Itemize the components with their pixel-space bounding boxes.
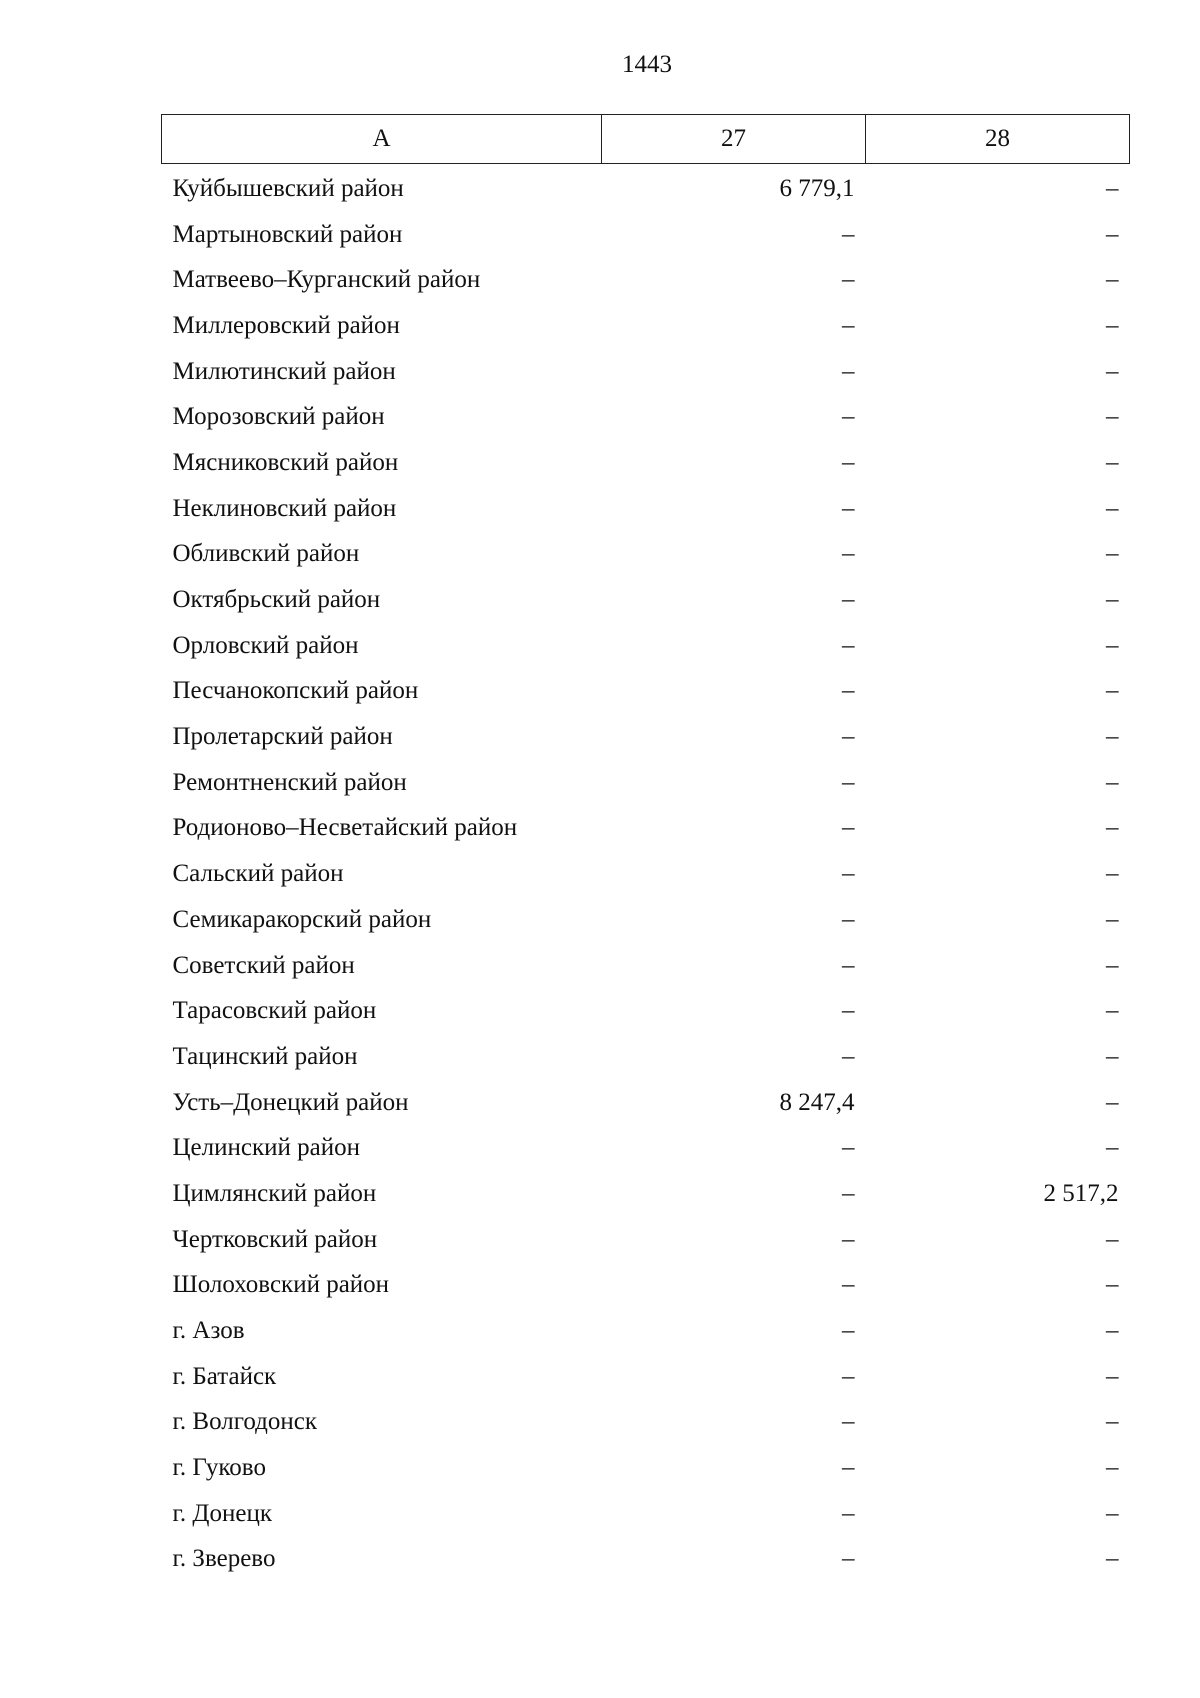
row-value-27-cell: – bbox=[842, 1134, 855, 1162]
row-value-27-cell: – bbox=[842, 1454, 855, 1482]
header-cell-27: 27 bbox=[602, 115, 866, 164]
row-value-28-cell: – bbox=[1106, 311, 1119, 339]
page-number: 1443 bbox=[622, 51, 672, 78]
row-value-28-cell: – bbox=[1106, 1499, 1119, 1527]
row-value-28-cell: – bbox=[1106, 1362, 1119, 1390]
row-value-27-cell: – bbox=[842, 1499, 855, 1527]
row-value-27-cell: – bbox=[842, 586, 855, 614]
row-value-27-cell: – bbox=[842, 1408, 855, 1436]
table-row bbox=[162, 897, 1130, 943]
row-name-cell: Мартыновский район bbox=[172, 220, 403, 248]
row-value-27-cell: – bbox=[842, 1225, 855, 1253]
row-value-27-cell: – bbox=[842, 951, 855, 979]
row-value-28-cell: – bbox=[1106, 1317, 1119, 1345]
row-value-28-cell: – bbox=[1106, 768, 1119, 796]
row-value-28-cell: – bbox=[1106, 814, 1119, 842]
row-value-27-cell: – bbox=[842, 1362, 855, 1390]
table-row bbox=[162, 1034, 1130, 1080]
table-row bbox=[162, 851, 1130, 897]
table-row bbox=[162, 1491, 1130, 1537]
table-row bbox=[162, 349, 1130, 395]
table-row bbox=[162, 303, 1130, 349]
table-body bbox=[162, 164, 1130, 1583]
table-row bbox=[162, 760, 1130, 806]
table-row bbox=[162, 714, 1130, 760]
row-value-28-cell: – bbox=[1106, 631, 1119, 659]
row-value-28-cell: 2 517,2 bbox=[1043, 1179, 1119, 1207]
table-row bbox=[162, 669, 1130, 715]
table-row bbox=[162, 1308, 1130, 1354]
row-value-28-cell: – bbox=[1106, 723, 1119, 751]
row-value-28-cell: – bbox=[1106, 1225, 1119, 1253]
row-name-cell: Обливский район bbox=[172, 540, 360, 568]
row-name-cell: Цимлянский район bbox=[172, 1179, 377, 1207]
row-value-27-cell: – bbox=[842, 494, 855, 522]
table-row bbox=[162, 257, 1130, 303]
row-name-cell: Октябрьский район bbox=[172, 586, 381, 614]
row-name-cell: г. Зверево bbox=[172, 1545, 276, 1573]
row-value-27-cell: – bbox=[842, 631, 855, 659]
row-name-cell: Матвеево–Курганский район bbox=[172, 266, 481, 294]
row-value-27-cell: – bbox=[842, 860, 855, 888]
row-value-28-cell: – bbox=[1106, 540, 1119, 568]
table-row bbox=[162, 1125, 1130, 1171]
row-name-cell: Советский район bbox=[172, 951, 355, 979]
row-value-27-cell: – bbox=[842, 540, 855, 568]
table-row bbox=[162, 1400, 1130, 1446]
row-value-28-cell: – bbox=[1106, 1271, 1119, 1299]
row-value-28-cell: – bbox=[1106, 586, 1119, 614]
row-name-cell: Ремонтненский район bbox=[172, 768, 407, 796]
row-value-27-cell: 6 779,1 bbox=[779, 174, 855, 202]
row-name-cell: г. Волгодонск bbox=[172, 1408, 318, 1436]
header-cell-28: 28 bbox=[866, 115, 1130, 164]
table-row bbox=[162, 1080, 1130, 1126]
table-row bbox=[162, 577, 1130, 623]
row-value-28-cell: – bbox=[1106, 357, 1119, 385]
row-value-27-cell: – bbox=[842, 403, 855, 431]
row-value-27-cell: 8 247,4 bbox=[779, 1088, 855, 1116]
row-value-28-cell: – bbox=[1106, 951, 1119, 979]
row-value-27-cell: – bbox=[842, 1042, 855, 1070]
row-value-27-cell: – bbox=[842, 448, 855, 476]
table-row bbox=[162, 1354, 1130, 1400]
table-row bbox=[162, 1445, 1130, 1491]
row-value-28-cell: – bbox=[1106, 1088, 1119, 1116]
row-value-27-cell: – bbox=[842, 1317, 855, 1345]
row-value-28-cell: – bbox=[1106, 220, 1119, 248]
row-name-cell: Миллеровский район bbox=[172, 311, 400, 339]
row-value-28-cell: – bbox=[1106, 1408, 1119, 1436]
row-name-cell: Шолоховский район bbox=[172, 1271, 390, 1299]
row-value-27-cell: – bbox=[842, 723, 855, 751]
row-value-27-cell: – bbox=[842, 1271, 855, 1299]
row-name-cell: Неклиновский район bbox=[172, 494, 397, 522]
row-name-cell: г. Донецк bbox=[172, 1499, 272, 1527]
row-value-27-cell: – bbox=[842, 677, 855, 705]
table-row bbox=[162, 212, 1130, 258]
row-value-27-cell: – bbox=[842, 311, 855, 339]
row-value-28-cell: – bbox=[1106, 403, 1119, 431]
table-row bbox=[162, 1537, 1130, 1583]
row-value-28-cell: – bbox=[1106, 677, 1119, 705]
row-value-27-cell: – bbox=[842, 220, 855, 248]
row-name-cell: Мясниковский район bbox=[172, 448, 399, 476]
table-row bbox=[162, 164, 1130, 212]
table-row bbox=[162, 1263, 1130, 1309]
table-row bbox=[162, 988, 1130, 1034]
row-name-cell: Сальский район bbox=[172, 860, 344, 888]
header-cell-a: А bbox=[162, 115, 602, 164]
row-name-cell: г. Азов bbox=[172, 1317, 245, 1345]
row-name-cell: г. Батайск bbox=[172, 1362, 277, 1390]
row-name-cell: Пролетарский район bbox=[172, 723, 393, 751]
row-name-cell: Песчанокопский район bbox=[172, 677, 419, 705]
row-name-cell: Орловский район bbox=[172, 631, 359, 659]
table-row bbox=[162, 806, 1130, 852]
row-value-27-cell: – bbox=[842, 814, 855, 842]
row-name-cell: Тацинский район bbox=[172, 1042, 358, 1070]
header-row bbox=[162, 115, 1130, 164]
data-table bbox=[161, 114, 1130, 1582]
table-row bbox=[162, 486, 1130, 532]
row-value-28-cell: – bbox=[1106, 1545, 1119, 1573]
row-name-cell: Чертковский район bbox=[172, 1225, 378, 1253]
row-name-cell: Куйбышевский район bbox=[172, 174, 404, 202]
row-value-27-cell: – bbox=[842, 266, 855, 294]
table-row bbox=[162, 623, 1130, 669]
row-name-cell: г. Гуково bbox=[172, 1454, 266, 1482]
row-value-28-cell: – bbox=[1106, 905, 1119, 933]
row-name-cell: Родионово–Несветайский район bbox=[172, 814, 518, 842]
row-value-28-cell: – bbox=[1106, 1454, 1119, 1482]
row-value-27-cell: – bbox=[842, 1179, 855, 1207]
row-value-28-cell: – bbox=[1106, 1042, 1119, 1070]
row-name-cell: Усть–Донецкий район bbox=[172, 1088, 409, 1116]
row-name-cell: Морозовский район bbox=[172, 403, 385, 431]
row-name-cell: Милютинский район bbox=[172, 357, 396, 385]
row-value-28-cell: – bbox=[1106, 997, 1119, 1025]
table-row bbox=[162, 943, 1130, 989]
table-row bbox=[162, 394, 1130, 440]
table-row bbox=[162, 532, 1130, 578]
table-header bbox=[162, 115, 1130, 164]
row-name-cell: Семикаракорский район bbox=[172, 905, 432, 933]
table-row bbox=[162, 1171, 1130, 1217]
row-value-27-cell: – bbox=[842, 357, 855, 385]
row-value-28-cell: – bbox=[1106, 1134, 1119, 1162]
row-value-27-cell: – bbox=[842, 997, 855, 1025]
row-value-28-cell: – bbox=[1106, 494, 1119, 522]
row-value-27-cell: – bbox=[842, 905, 855, 933]
row-value-27-cell: – bbox=[842, 768, 855, 796]
row-value-28-cell: – bbox=[1106, 448, 1119, 476]
row-value-28-cell: – bbox=[1106, 174, 1119, 202]
row-name-cell: Тарасовский район bbox=[172, 997, 377, 1025]
row-name-cell: Целинский район bbox=[172, 1134, 360, 1162]
row-value-28-cell: – bbox=[1106, 860, 1119, 888]
table-row bbox=[162, 1217, 1130, 1263]
row-value-28-cell: – bbox=[1106, 266, 1119, 294]
row-value-27-cell: – bbox=[842, 1545, 855, 1573]
table-row bbox=[162, 440, 1130, 486]
